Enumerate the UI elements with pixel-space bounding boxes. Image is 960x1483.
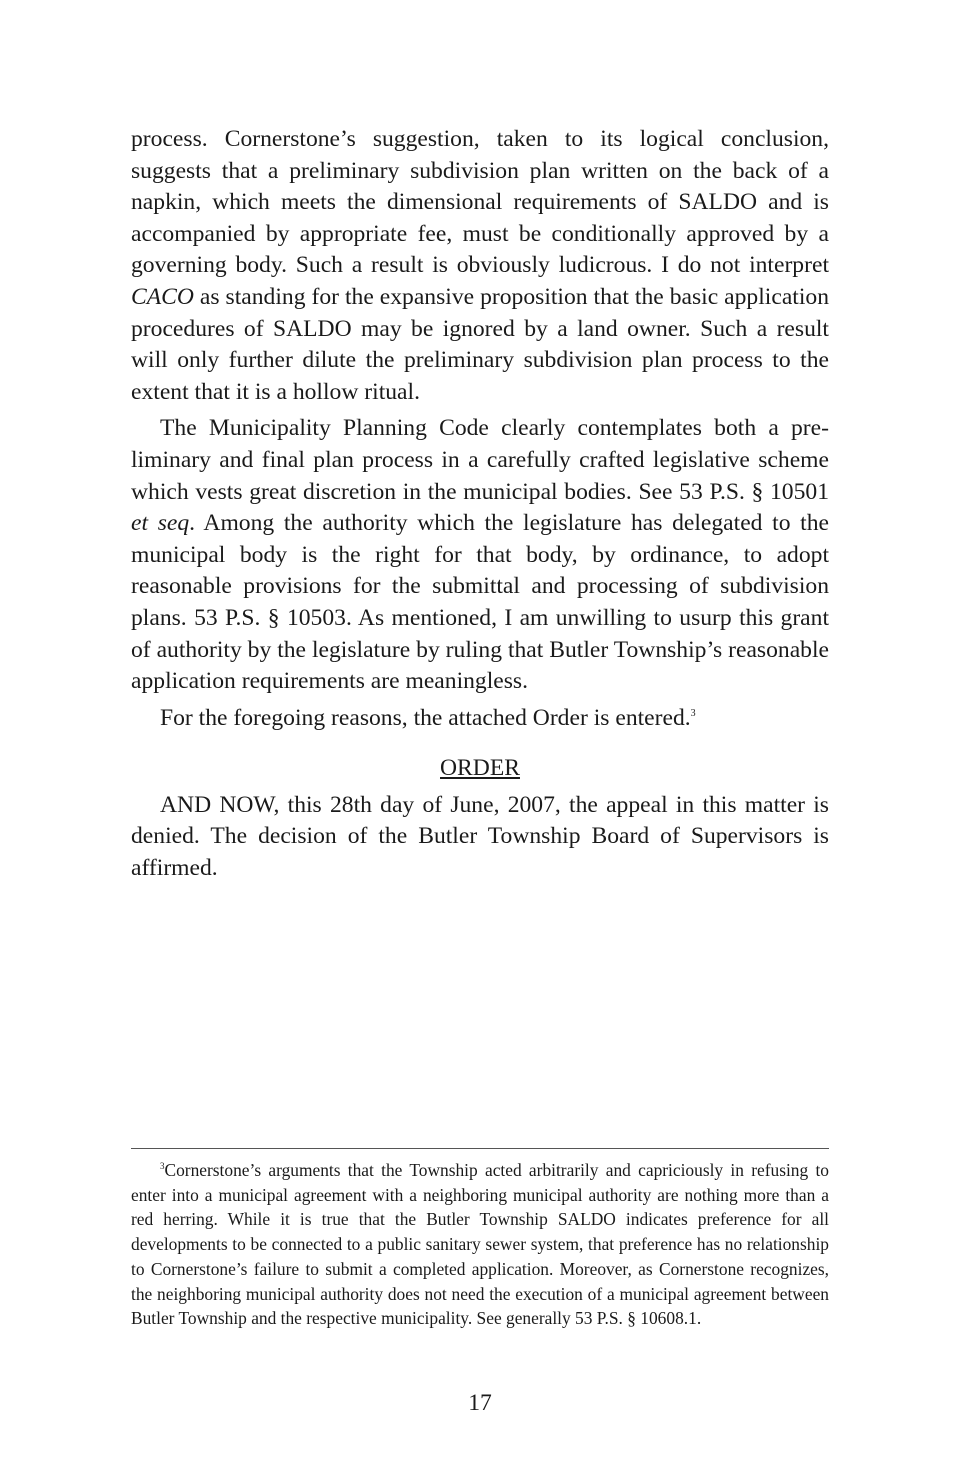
page-number: 17 xyxy=(468,1390,492,1416)
opinion-text xyxy=(131,124,829,885)
citation-italic: et seq xyxy=(131,510,190,537)
paragraph-text: process. Cornerstone’s suggestion, taken to its logical conclusion, suggests that a preliminary subdivision plan written on the back of a napkin, which meets the dimensional requirements of SALDO and is accompanied by appropriate fee, must be conditionally approved by a governing body. Such a result is obviously ludicrous. I do not interpret xyxy=(131,126,829,279)
paragraph xyxy=(131,703,829,735)
case-name-italic: CACO xyxy=(131,283,194,310)
footnote-marker: 3 xyxy=(160,1161,165,1172)
page-body xyxy=(131,124,829,885)
paragraph xyxy=(131,413,829,697)
paragraph-text: as standing for the expansive proposition that the basic application procedures of SALDO may be ignored by a land owner. Such a result will only further dilute the preliminary subdivision plan process to the extent that it is a hollow ritual. xyxy=(131,283,829,405)
order-heading: ORDER xyxy=(440,755,520,782)
order-paragraph: AND NOW, this 28th day of June, 2007, the appeal in this matter is denied. The decision of the Butler Township Board of Supervisors is affirmed. xyxy=(131,791,829,882)
footnote-text: Cornerstone’s arguments that the Township acted arbitrarily and capriciously in refusing to enter into a municipal agreement with a neighboring municipal authority are nothing more than a red herring. While it is true that the Butler Township SALDO indicates preference for all developments to be connected to a public sanitary sewer system, that preference has no relationship to Cornerstone’s failure to submit a completed application. Moreover, as Cornerstone recognizes, the neighboring municipal authority does not need the execution of a municipal agreement between Butler Township and the respective municipality. See generally 53 P.S. § 10608.1. xyxy=(131,1160,829,1329)
footnote xyxy=(131,1158,829,1331)
paragraph-text: For the foregoing reasons, the attached Order is entered. xyxy=(160,704,691,731)
paragraph-text: . Among the authority which the legislature has delegated to the municipal body is the right for that body, by ordinance, to adopt reasonable provisions for the submittal and processing of subdivision plans. 53 P.S. § 10503. As mentioned, I am unwilling to usurp this grant of authority by the legislature by ruling that Butler Township’s reasonable application requirements are meaningless. xyxy=(131,510,829,695)
footnote-divider xyxy=(131,1148,829,1149)
footnote-reference: 3 xyxy=(690,707,696,719)
paragraph xyxy=(131,124,829,408)
paragraph-text: The Municipality Planning Code clearly contemplates both a preliminary and final plan process in a carefully crafted legislative scheme which vests great discretion in the municipal bodies. See 53 P.S. § 10501 xyxy=(131,415,829,505)
